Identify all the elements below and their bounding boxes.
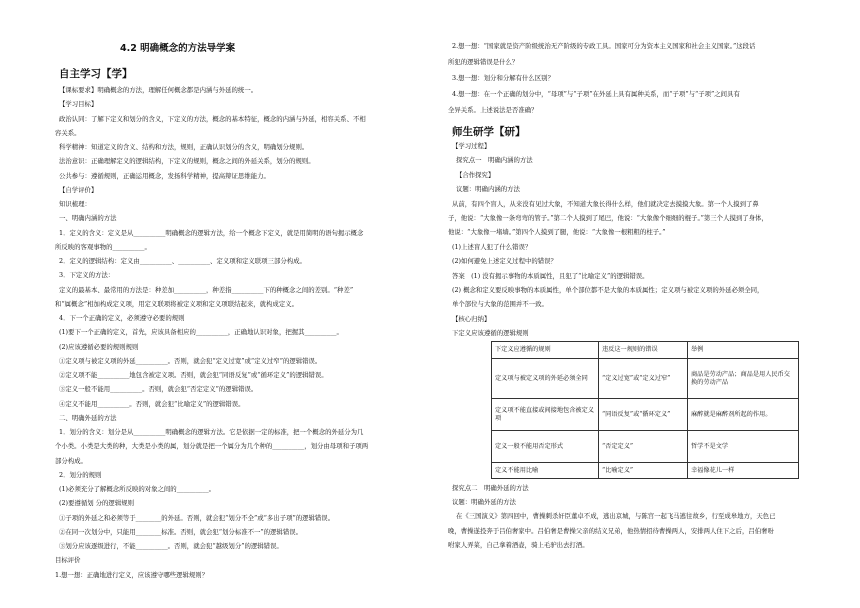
text-line: 探究点一 明确内涵的方法: [456, 156, 533, 165]
text-line: 3．下定义的方法：: [59, 271, 115, 280]
table-row: [492, 359, 799, 399]
table-cell: “同语反复”或“循环定义”: [599, 399, 688, 431]
rules-table: [491, 341, 799, 479]
table-cell: 哲学不是文学: [688, 431, 799, 463]
text-line: 知识梳理：: [59, 200, 91, 208]
table-cell: 麻醉就是麻醉剂所起的作用。: [688, 399, 799, 431]
text-line: 他说：“大象像一堵墙。”第四个人摸到了腿，他说：“大象像一根粗粗的柱子。”: [448, 228, 666, 237]
text-line: 全异关系。上述说法是否准确？: [448, 106, 538, 114]
text-line: ④定义不能用__________。否则，就会犯“比喻定义”的逻辑错误。: [59, 399, 245, 408]
text-line: 【核心归纳】: [452, 314, 491, 323]
text-line: 子，他说：“大象像一条弯弯的管子。”第二个人摸到了尾巴，他说：“大象像个细细的棍子。”第三个人摸到了身体，: [448, 214, 768, 222]
text-line: ①子项的外延之和必须等于________的外延。否则，就会犯“划分不全”或“多出子项”的逻辑错误。: [59, 513, 335, 522]
text-line: 【学习目标】: [59, 100, 98, 109]
text-line: 公共参与：遵循规则，正确运用概念，发扬科学精神，提高辩证思维能力。: [59, 171, 270, 180]
text-line: 1．定义的含义：定义是从__________明确概念的逻辑方法，给一个概念下定义，就是用简明的语句揭示概念: [59, 228, 364, 237]
text-line: 【课标要求】明确概念的方法，理解任何概念都是内涵与外延的统一。: [59, 86, 258, 94]
text-line: 晚，曹操遂投奔于吕伯奢家中。吕伯奢是曹操父亲的结义兄弟，他热情招待曹操两人，安排两人住下之后，吕伯奢吩: [448, 526, 774, 535]
table-cell: 幸福像花儿一样: [688, 463, 799, 479]
table-row: [492, 463, 799, 479]
text-line: 2．定义的逻辑结构：定义由__________、__________、定义项和定义联项三部分构成。: [59, 257, 306, 265]
text-line: 3.想一想：划分和分解有什么区别？: [452, 74, 554, 82]
text-line: 目标评价: [55, 556, 81, 565]
text-line: (2)如何避免上述定义过程中的错误？: [452, 257, 557, 266]
section-heading-research: 师生研学【研】: [452, 126, 526, 138]
text-line: (2) 概念和定义要反映事物的本质属性，单个部位都不是大象的本质属性；定义项与被定义项的外延必须全同，: [452, 286, 764, 294]
text-line: 单个部位与大象的范围并不一致。: [452, 300, 548, 309]
text-line: 答案 (1) 没有揭示事物的本质属性，且犯了“比喻定义”的逻辑错误。: [452, 271, 649, 280]
text-line: 2．划分的规则: [59, 470, 102, 479]
table-cell: 定义项与被定义项的外延必须全同: [492, 359, 599, 399]
text-line: 在《三国演义》第四回中，曹操刺杀奸臣董卓不成，逃出京城，与陈宫一起飞马逃往故乡，行至成皋地方，天色已: [456, 512, 776, 521]
table-cell: “定义过宽”或“定义过窄”: [599, 359, 688, 399]
table-cell: “否定定义”: [599, 431, 688, 463]
text-line: 政治认同：了解下定义和划分的含义，下定义的方法，概念的基本特征，概念的内涵与外延，相容关系、不相: [59, 114, 366, 123]
text-line: 容关系。: [55, 128, 81, 137]
table-cell: 定义一般不能用否定形式: [492, 431, 599, 463]
text-line: 下定义应该遵循的逻辑规则: [452, 329, 529, 338]
table-cell: 商品是劳动产品；商品是用人民币交换的劳动产品: [688, 359, 799, 399]
text-line: 二、明确外延的方法: [59, 413, 117, 422]
text-line: 【合作探究】: [456, 170, 495, 179]
text-line: 个小类。小类是大类的种，大类是小类的属，划分就是把一个属分为几个种的__________，划分由母项和子项两: [55, 442, 369, 451]
text-line: 所反映的客观事物的__________。: [55, 242, 151, 251]
text-line: 从前，有四个盲人，从来没有见过大象，不知道大象长得什么样，他们就决定去摸摸大象。第一个人摸到了鼻: [452, 199, 759, 208]
text-line: 和“属概念”相加构成定义项，用定义联项将被定义项和定义项联结起来，就构成定义。: [55, 299, 298, 308]
text-line: 咐家人弄菜，自己拿着酒壶，骑上毛驴出去打酒。: [448, 540, 589, 549]
text-line: (1)上述盲人犯了什么错误？: [452, 242, 532, 251]
table-header-cell: 举例: [688, 342, 799, 359]
text-line: (1)必须充分了解概念所反映的对象之间的__________。: [59, 485, 216, 493]
text-line: 科学精神：知道定义的含义、结构和方法，规则，正确认识划分的含义，明确划分规则。: [59, 143, 309, 151]
text-line: 定义的最基本、最常用的方法是：种差加__________，种差指__________下的种概念之间的差别。“种差”: [59, 285, 354, 294]
section-heading-self-study: 自主学习【学】: [59, 68, 133, 80]
table-cell: 定义不能用比喻: [492, 463, 599, 479]
text-line: 【学习过程】: [452, 142, 491, 150]
text-line: 1.想一想：正确地进行定义，应该遵守哪些逻辑规则？: [55, 570, 209, 579]
table-cell: 定义项不能直接或间接地包含被定义项: [492, 399, 599, 431]
text-line: 部分构成。: [55, 456, 87, 465]
table-row: [492, 399, 799, 431]
text-line: 探究点二 明确外延的方法: [452, 484, 529, 492]
text-line: 1．划分的含义：划分是从__________明确概念的逻辑方法。它是依据一定的标准，把一个概念的外延分为几: [59, 428, 364, 436]
text-line: 4.想一想：在一个正确的划分中，“母项”与“子项”在外延上具有属种关系，而“子项”与“子项”之间具有: [452, 90, 740, 98]
table-cell: “比喻定义”: [599, 463, 688, 479]
table-header-cell: 下定义应遵循的规则: [492, 342, 599, 359]
text-line: ②定义项不能__________地包含被定义项。否则，就会犯“同语反复”或“循环定义”的逻辑错误。: [59, 371, 328, 379]
text-line: 议题：明确外延的方法: [452, 498, 516, 507]
text-line: ③定义一般不能用__________。否则，就会犯“否定定义”的逻辑错误。: [59, 385, 258, 394]
text-line: (2)应该遵循必要的规则规则: [59, 342, 139, 351]
text-line: ①定义项与被定义项的外延__________。否则，就会犯“定义过宽”或“定义过窄”的逻辑错误。: [59, 356, 322, 365]
doc-title: 4.2 明确概念的方法导学案: [120, 43, 236, 54]
table-header-row: [492, 342, 799, 359]
text-line: 2.想一想：“国家就是资产阶级统治无产阶级的专政工具。国家可分为资本主义国家和社会主义国家。”这段话: [452, 42, 756, 50]
table-header-cell: 违反这一规则的错误: [599, 342, 688, 359]
text-line: 4．下一个正确的定义，必须遵守必要的规则: [59, 314, 185, 322]
text-line: 所犯的逻辑错误是什么？: [448, 58, 519, 66]
table-row: [492, 431, 799, 463]
text-line: (2)要遵循划 分的逻辑规则: [59, 499, 134, 508]
text-line: 法治意识：正确理解定义的逻辑结构，下定义的规则，概念之间的外延关系，划分的规则。: [59, 157, 315, 166]
text-line: (1)要下一个正确的定义，首先，应该具备相应的__________，正确地认识对象，把握其__________。: [59, 328, 343, 337]
text-line: 【自学评价】: [59, 185, 98, 194]
text-line: ②在同一次划分中，只能用________标准。否则，就会犯“划分标准不一”的逻辑错误。: [59, 527, 302, 536]
text-line: ③划分应该逐级进行，不能__________。否则，就会犯“越级划分”的逻辑错误。: [59, 542, 283, 550]
text-line: 议题：明确内涵的方法: [456, 185, 520, 194]
text-line: 一、明确内涵的方法: [59, 214, 117, 223]
